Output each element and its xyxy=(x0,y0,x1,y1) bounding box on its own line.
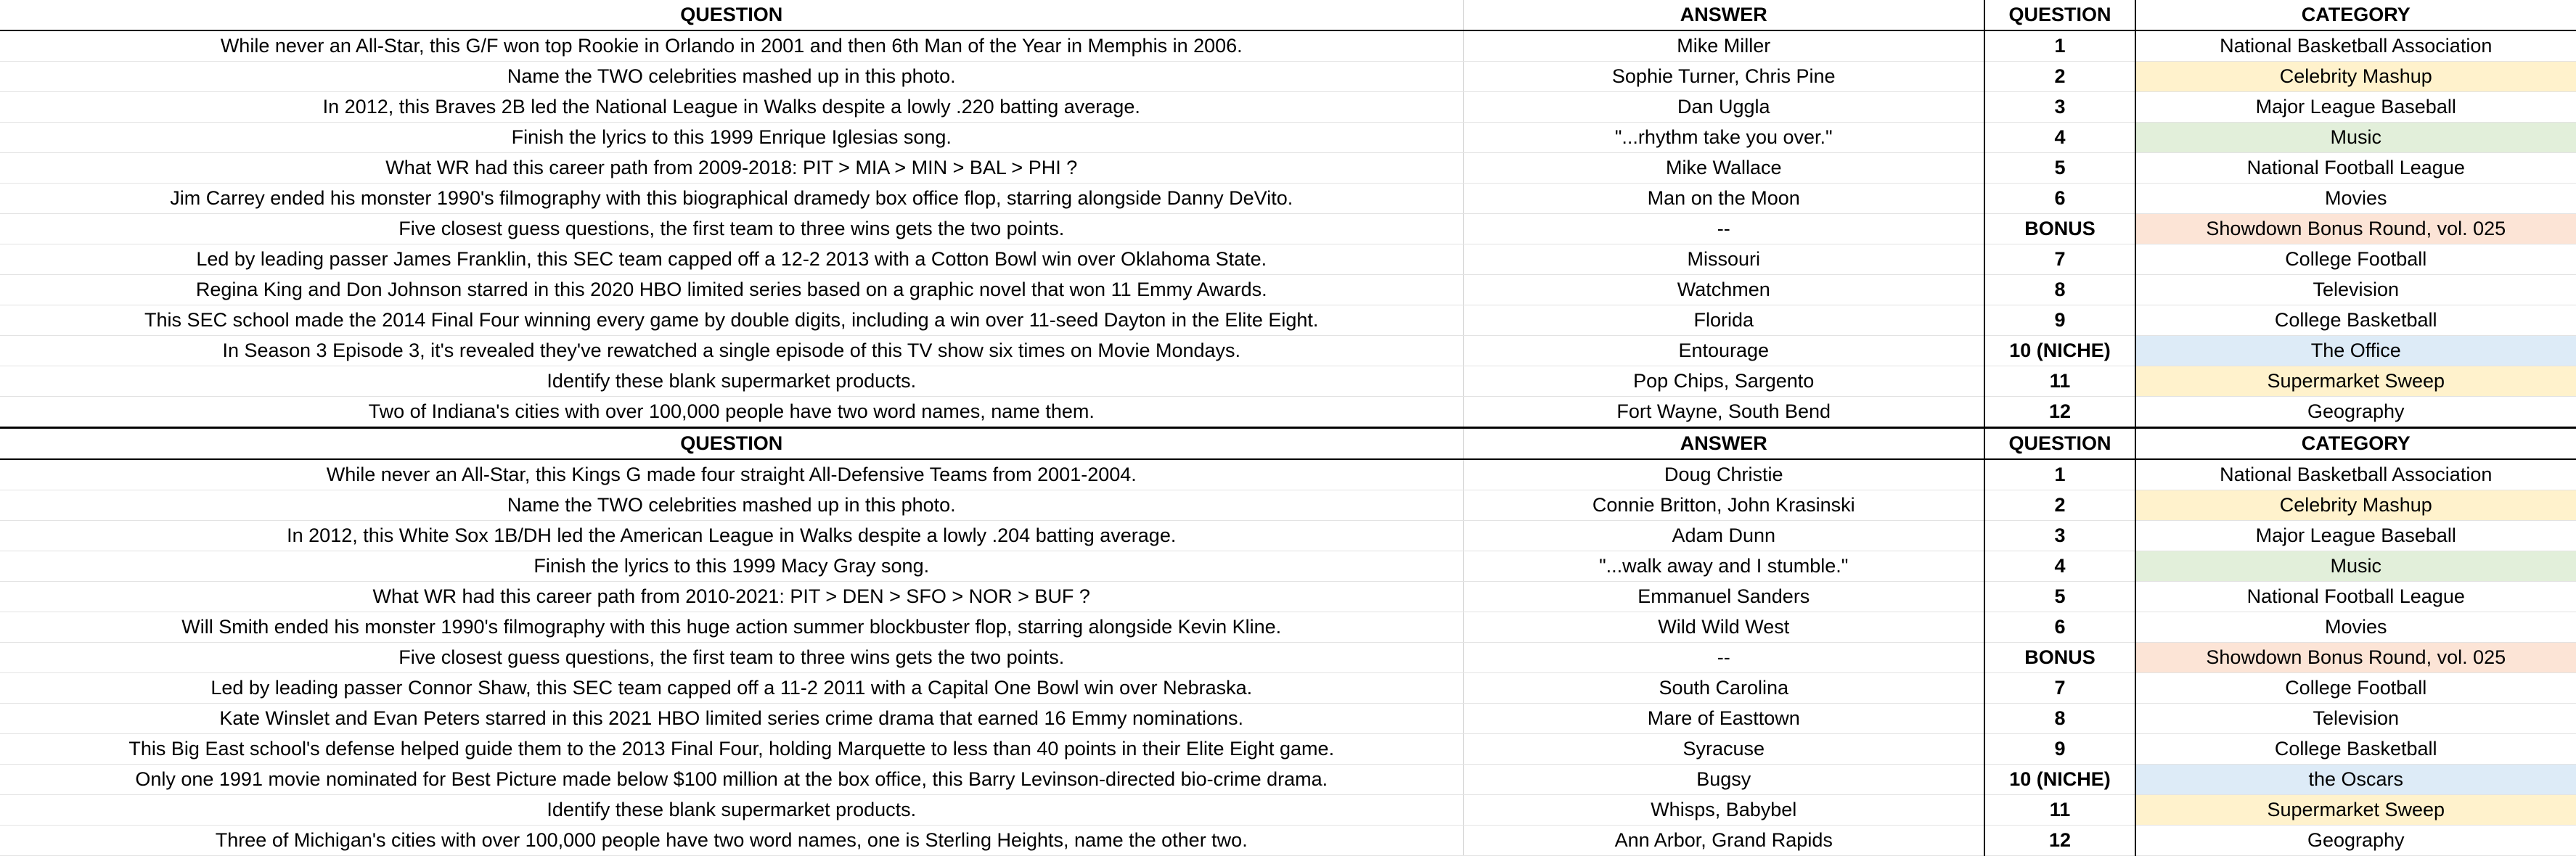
question-number-cell[interactable]: 2 xyxy=(1984,490,2135,521)
category-cell[interactable]: National Football League xyxy=(2135,153,2576,184)
question-number-cell[interactable]: 4 xyxy=(1984,551,2135,582)
question-number-cell[interactable]: 5 xyxy=(1984,582,2135,612)
answer-cell[interactable]: Entourage xyxy=(1463,336,1984,366)
question-cell[interactable]: Regina King and Don Johnson starred in this 2020 HBO limited series based on a graphic novel that won 11 Emmy Awards. xyxy=(0,275,1463,305)
answer-cell[interactable]: South Carolina xyxy=(1463,673,1984,704)
table-row xyxy=(0,826,2576,856)
table-row xyxy=(0,490,2576,521)
question-number-cell[interactable]: 7 xyxy=(1984,673,2135,704)
table-row xyxy=(0,123,2576,153)
question-number-cell[interactable]: 5 xyxy=(1984,153,2135,184)
question-cell[interactable]: Only one 1991 movie nominated for Best Picture made below $100 million at the box office, this Barry Levinson-directed bio-crime drama. xyxy=(0,765,1463,795)
category-cell[interactable]: National Basketball Association xyxy=(2135,30,2576,62)
question-cell[interactable]: In 2012, this White Sox 1B/DH led the American League in Walks despite a lowly .204 batting average. xyxy=(0,521,1463,551)
question-number-cell[interactable]: 3 xyxy=(1984,521,2135,551)
question-number-cell[interactable]: 9 xyxy=(1984,305,2135,336)
category-cell[interactable]: College Football xyxy=(2135,244,2576,275)
answer-header[interactable]: ANSWER xyxy=(1463,428,1984,460)
question-number-cell[interactable]: BONUS xyxy=(1984,643,2135,673)
question-number-cell[interactable]: 11 xyxy=(1984,366,2135,397)
answer-cell[interactable]: Emmanuel Sanders xyxy=(1463,582,1984,612)
category-cell[interactable]: Geography xyxy=(2135,397,2576,428)
question-cell[interactable]: Jim Carrey ended his monster 1990's filmography with this biographical dramedy box office flop, starring alongside Danny DeVito. xyxy=(0,184,1463,214)
question-number-cell[interactable]: 10 (NICHE) xyxy=(1984,765,2135,795)
category-header[interactable]: CATEGORY xyxy=(2135,428,2576,460)
table-row xyxy=(0,582,2576,612)
table-row xyxy=(0,305,2576,336)
category-cell[interactable]: The Office xyxy=(2135,336,2576,366)
question-cell[interactable]: Three of Michigan's cities with over 100,000 people have two word names, one is Sterling Heights, name the other two. xyxy=(0,826,1463,856)
question-cell[interactable]: Identify these blank supermarket products. xyxy=(0,795,1463,826)
question-number-cell[interactable]: 10 (NICHE) xyxy=(1984,336,2135,366)
question-cell[interactable]: Finish the lyrics to this 1999 Enrique Iglesias song. xyxy=(0,123,1463,153)
category-cell[interactable]: Major League Baseball xyxy=(2135,92,2576,123)
answer-cell[interactable]: Syracuse xyxy=(1463,734,1984,765)
answer-cell[interactable]: Watchmen xyxy=(1463,275,1984,305)
answer-cell[interactable]: Wild Wild West xyxy=(1463,612,1984,643)
category-cell[interactable]: Television xyxy=(2135,704,2576,734)
table-row xyxy=(0,184,2576,214)
question-number-header[interactable]: QUESTION xyxy=(1984,0,2135,30)
table-row xyxy=(0,397,2576,428)
table-row xyxy=(0,734,2576,765)
question-number-header[interactable]: QUESTION xyxy=(1984,428,2135,460)
table-row xyxy=(0,244,2576,275)
answer-cell[interactable]: Fort Wayne, South Bend xyxy=(1463,397,1984,428)
question-cell[interactable]: While never an All-Star, this Kings G made four straight All-Defensive Teams from 2001-2004. xyxy=(0,459,1463,490)
answer-cell[interactable]: -- xyxy=(1463,214,1984,244)
question-number-cell[interactable]: 6 xyxy=(1984,612,2135,643)
category-cell[interactable]: College Basketball xyxy=(2135,734,2576,765)
table-row xyxy=(0,366,2576,397)
table-row xyxy=(0,704,2576,734)
table-row xyxy=(0,62,2576,92)
answer-cell[interactable]: Mike Miller xyxy=(1463,30,1984,62)
answer-cell[interactable]: Connie Britton, John Krasinski xyxy=(1463,490,1984,521)
question-cell[interactable]: Finish the lyrics to this 1999 Macy Gray song. xyxy=(0,551,1463,582)
answer-header[interactable]: ANSWER xyxy=(1463,0,1984,30)
question-cell[interactable]: Identify these blank supermarket products. xyxy=(0,366,1463,397)
answer-cell[interactable]: Pop Chips, Sargento xyxy=(1463,366,1984,397)
question-number-cell[interactable]: 9 xyxy=(1984,734,2135,765)
answer-cell[interactable]: "...rhythm take you over." xyxy=(1463,123,1984,153)
question-cell[interactable]: Five closest guess questions, the first team to three wins gets the two points. xyxy=(0,214,1463,244)
answer-cell[interactable]: Ann Arbor, Grand Rapids xyxy=(1463,826,1984,856)
question-cell[interactable]: What WR had this career path from 2009-2018: PIT > MIA > MIN > BAL > PHI ? xyxy=(0,153,1463,184)
answer-cell[interactable]: Mare of Easttown xyxy=(1463,704,1984,734)
category-cell[interactable]: Celebrity Mashup xyxy=(2135,490,2576,521)
category-cell[interactable]: Music xyxy=(2135,551,2576,582)
table-row xyxy=(0,275,2576,305)
answer-cell[interactable]: "...walk away and I stumble." xyxy=(1463,551,1984,582)
answer-cell[interactable]: Bugsy xyxy=(1463,765,1984,795)
question-cell[interactable]: Five closest guess questions, the first team to three wins gets the two points. xyxy=(0,643,1463,673)
question-cell[interactable]: In Season 3 Episode 3, it's revealed they've rewatched a single episode of this TV show six times on Movie Mondays. xyxy=(0,336,1463,366)
category-cell[interactable]: Geography xyxy=(2135,826,2576,856)
table-row xyxy=(0,795,2576,826)
table-row xyxy=(0,153,2576,184)
table-row xyxy=(0,521,2576,551)
table-row xyxy=(0,30,2576,62)
question-number-cell[interactable]: 12 xyxy=(1984,826,2135,856)
category-header[interactable]: CATEGORY xyxy=(2135,0,2576,30)
table-row xyxy=(0,214,2576,244)
category-cell[interactable]: Music xyxy=(2135,123,2576,153)
answer-cell[interactable]: Man on the Moon xyxy=(1463,184,1984,214)
question-cell[interactable]: While never an All-Star, this G/F won top Rookie in Orlando in 2001 and then 6th Man of the Year in Memphis in 2006. xyxy=(0,30,1463,62)
answer-cell[interactable]: Doug Christie xyxy=(1463,459,1984,490)
question-number-cell[interactable]: 1 xyxy=(1984,30,2135,62)
table-row xyxy=(0,765,2576,795)
question-number-cell[interactable]: 6 xyxy=(1984,184,2135,214)
category-cell[interactable]: Television xyxy=(2135,275,2576,305)
table-row xyxy=(0,643,2576,673)
answer-cell[interactable]: Adam Dunn xyxy=(1463,521,1984,551)
header-row xyxy=(0,428,2576,460)
category-cell[interactable]: College Football xyxy=(2135,673,2576,704)
answer-cell[interactable]: Whisps, Babybel xyxy=(1463,795,1984,826)
table-row xyxy=(0,673,2576,704)
category-cell[interactable]: Celebrity Mashup xyxy=(2135,62,2576,92)
answer-cell[interactable]: Missouri xyxy=(1463,244,1984,275)
table-row xyxy=(0,551,2576,582)
question-cell[interactable]: Two of Indiana's cities with over 100,000 people have two word names, name them. xyxy=(0,397,1463,428)
question-number-cell[interactable]: 7 xyxy=(1984,244,2135,275)
question-number-cell[interactable]: 1 xyxy=(1984,459,2135,490)
category-cell[interactable]: Movies xyxy=(2135,184,2576,214)
question-header[interactable]: QUESTION xyxy=(0,428,1463,460)
question-number-cell[interactable]: 3 xyxy=(1984,92,2135,123)
question-cell[interactable]: Led by leading passer James Franklin, this SEC team capped off a 12-2 2013 with a Cotton Bowl win over Oklahoma State. xyxy=(0,244,1463,275)
question-cell[interactable]: This SEC school made the 2014 Final Four winning every game by double digits, including a win over 11-seed Dayton in the Elite Eight. xyxy=(0,305,1463,336)
table-row xyxy=(0,92,2576,123)
question-number-cell[interactable]: 8 xyxy=(1984,275,2135,305)
question-number-cell[interactable]: 4 xyxy=(1984,123,2135,153)
question-header[interactable]: QUESTION xyxy=(0,0,1463,30)
question-cell[interactable]: Led by leading passer Connor Shaw, this SEC team capped off a 11-2 2011 with a Capital One Bowl win over Nebraska. xyxy=(0,673,1463,704)
answer-cell[interactable]: Mike Wallace xyxy=(1463,153,1984,184)
category-cell[interactable]: Supermarket Sweep xyxy=(2135,795,2576,826)
category-cell[interactable]: Showdown Bonus Round, vol. 025 xyxy=(2135,643,2576,673)
answer-cell[interactable]: -- xyxy=(1463,643,1984,673)
category-cell[interactable]: National Football League xyxy=(2135,582,2576,612)
question-number-cell[interactable]: 2 xyxy=(1984,62,2135,92)
question-cell[interactable]: In 2012, this Braves 2B led the National League in Walks despite a lowly .220 batting average. xyxy=(0,92,1463,123)
question-number-cell[interactable]: 12 xyxy=(1984,397,2135,428)
category-cell[interactable]: National Basketball Association xyxy=(2135,459,2576,490)
answer-cell[interactable]: Dan Uggla xyxy=(1463,92,1984,123)
question-cell[interactable]: Name the TWO celebrities mashed up in this photo. xyxy=(0,62,1463,92)
question-cell[interactable]: Name the TWO celebrities mashed up in this photo. xyxy=(0,490,1463,521)
answer-cell[interactable]: Sophie Turner, Chris Pine xyxy=(1463,62,1984,92)
table-row xyxy=(0,612,2576,643)
category-cell[interactable]: Movies xyxy=(2135,612,2576,643)
question-cell[interactable]: What WR had this career path from 2010-2021: PIT > DEN > SFO > NOR > BUF ? xyxy=(0,582,1463,612)
question-number-cell[interactable]: 8 xyxy=(1984,704,2135,734)
category-cell[interactable]: College Basketball xyxy=(2135,305,2576,336)
question-number-cell[interactable]: BONUS xyxy=(1984,214,2135,244)
question-cell[interactable]: Will Smith ended his monster 1990's filmography with this huge action summer blockbuster flop, starring alongside Kevin Kline. xyxy=(0,612,1463,643)
category-cell[interactable]: Major League Baseball xyxy=(2135,521,2576,551)
category-cell[interactable]: Supermarket Sweep xyxy=(2135,366,2576,397)
header-row xyxy=(0,0,2576,30)
table-row xyxy=(0,336,2576,366)
table-row xyxy=(0,459,2576,490)
question-cell[interactable]: Kate Winslet and Evan Peters starred in this 2021 HBO limited series crime drama that earned 16 Emmy nominations. xyxy=(0,704,1463,734)
category-cell[interactable]: the Oscars xyxy=(2135,765,2576,795)
question-cell[interactable]: This Big East school's defense helped guide them to the 2013 Final Four, holding Marquette to less than 40 points in their Elite Eight game. xyxy=(0,734,1463,765)
category-cell[interactable]: Showdown Bonus Round, vol. 025 xyxy=(2135,214,2576,244)
question-number-cell[interactable]: 11 xyxy=(1984,795,2135,826)
answer-cell[interactable]: Florida xyxy=(1463,305,1984,336)
